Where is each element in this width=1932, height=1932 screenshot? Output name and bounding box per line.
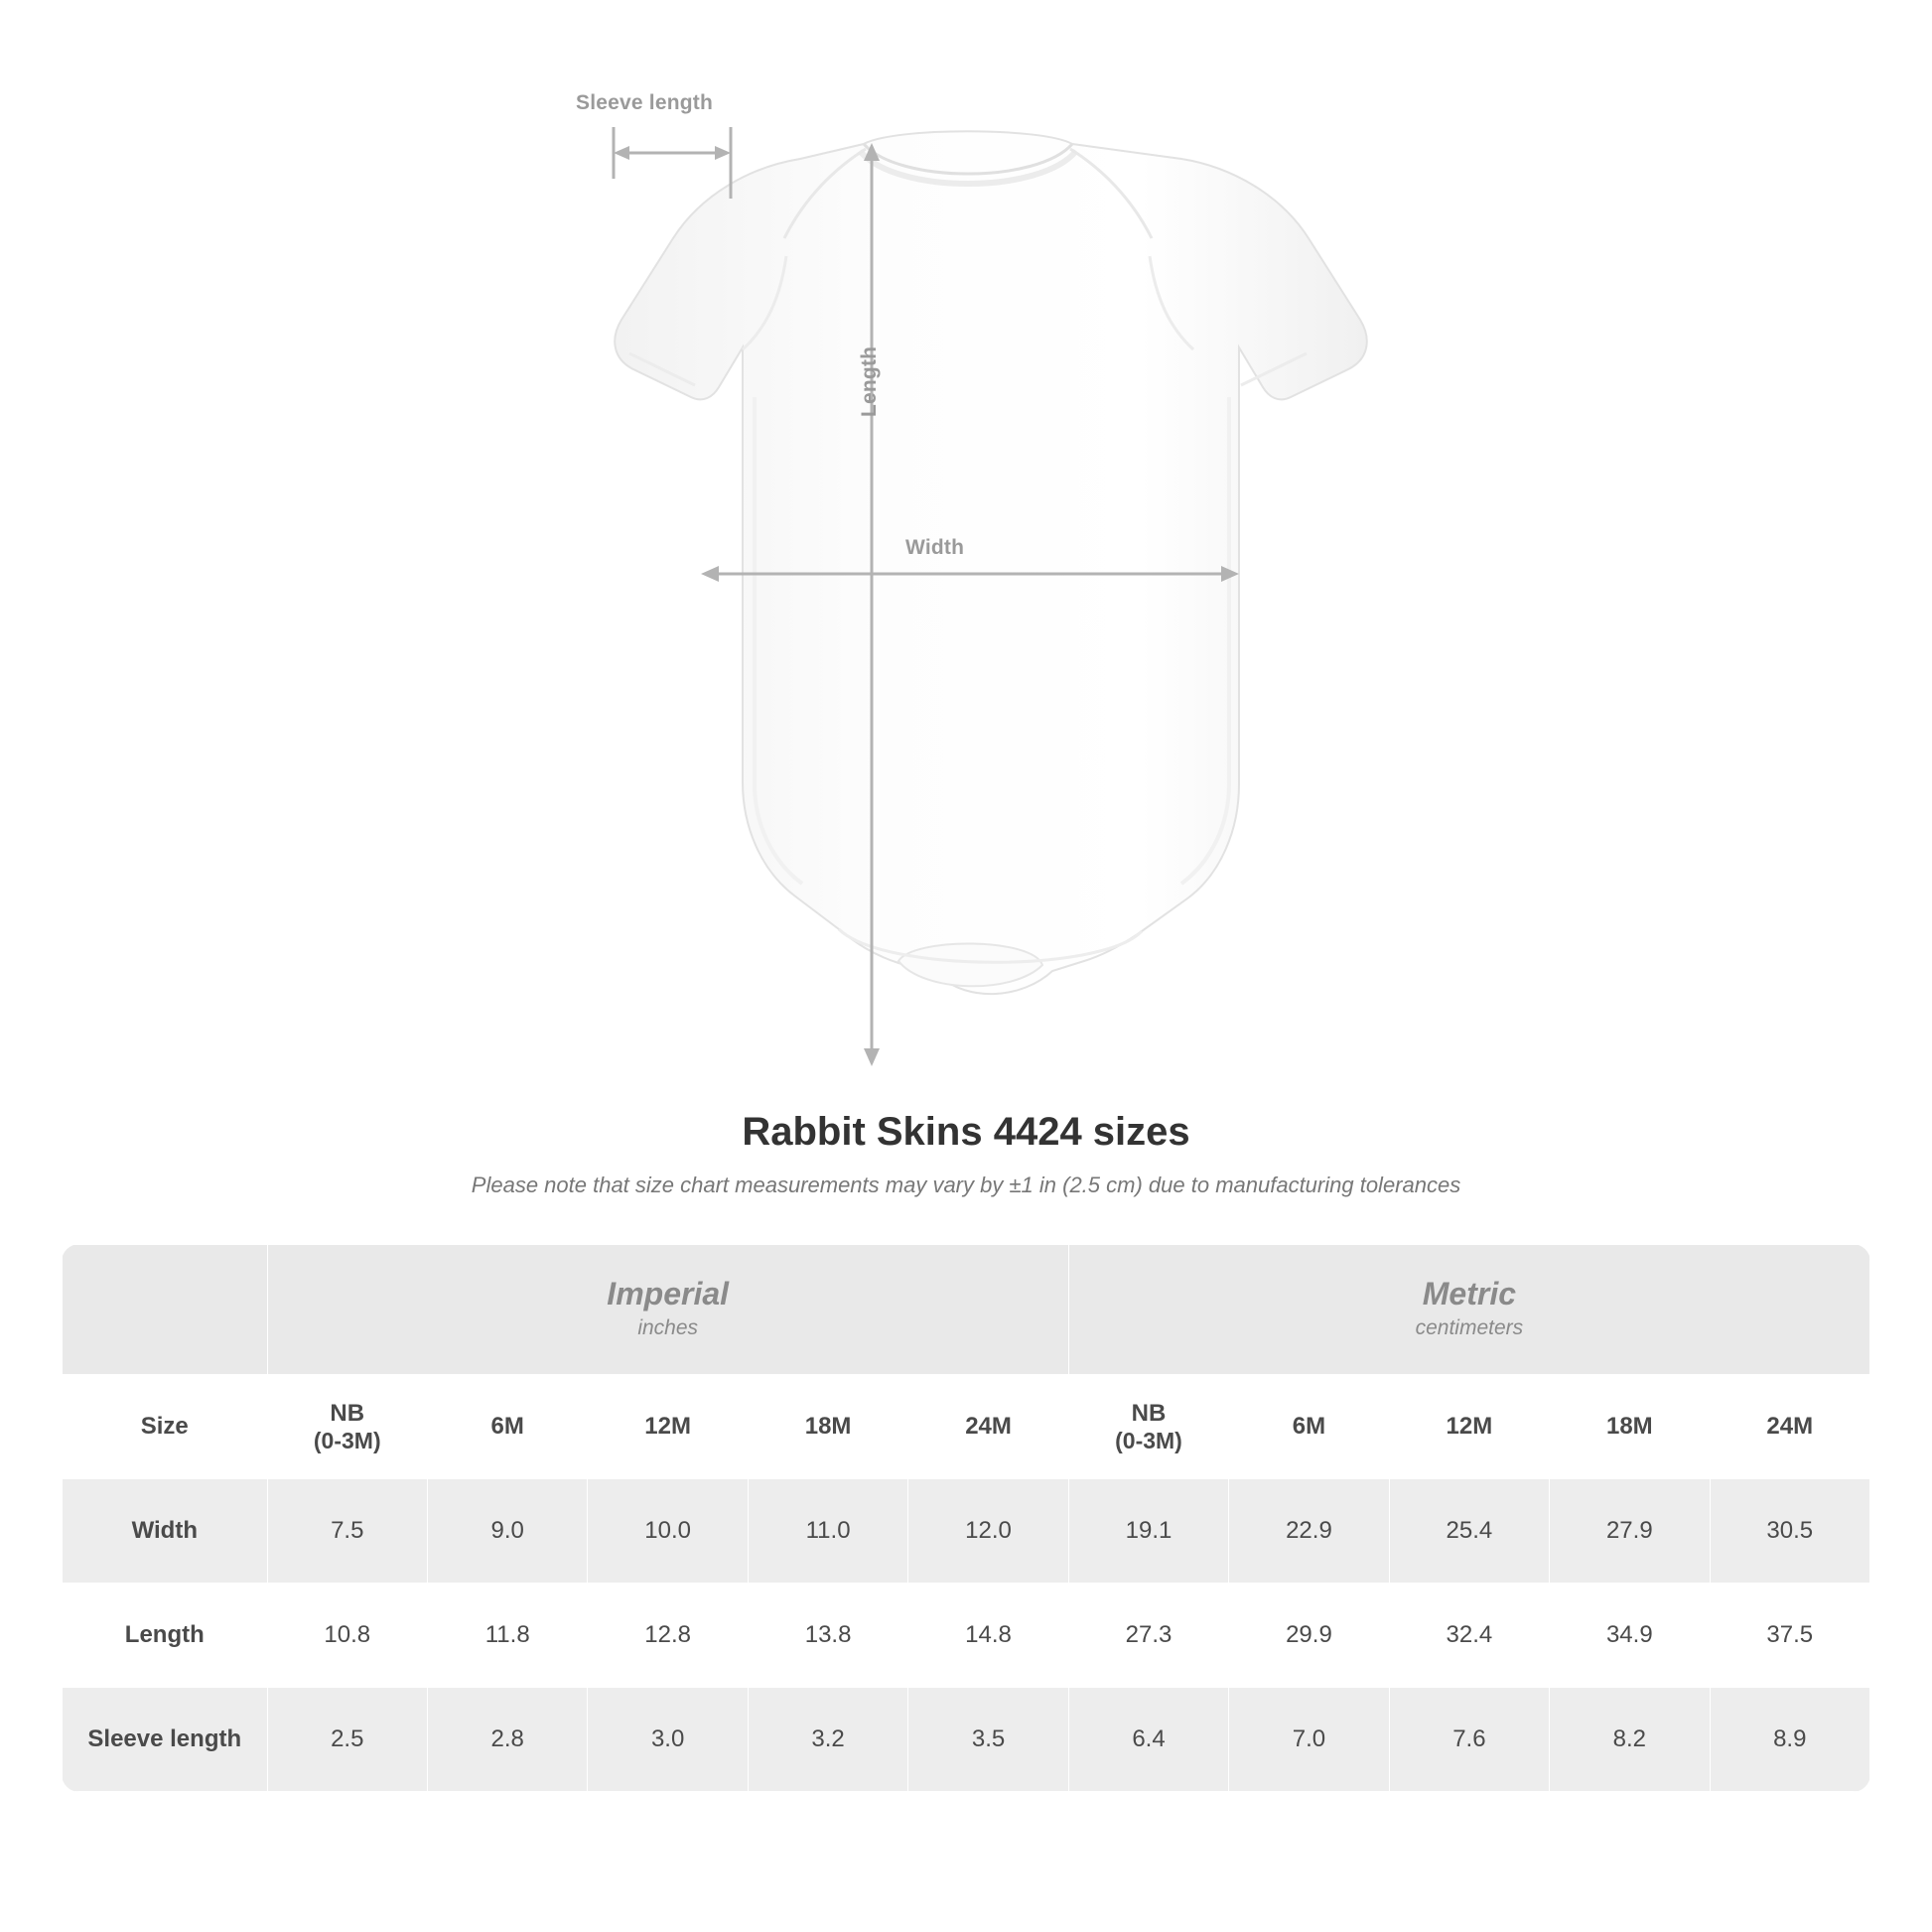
row-header-size: Size (63, 1375, 268, 1479)
column-header-nb-metric (1068, 1375, 1228, 1479)
cell-sleeve-24m-in: 3.5 (908, 1688, 1068, 1792)
system-header-spacer (63, 1245, 268, 1375)
column-header-6m-imperial: 6M (427, 1375, 587, 1479)
column-header-18m-metric: 18M (1550, 1375, 1710, 1479)
column-header-row (63, 1375, 1870, 1479)
size-table-wrapper (62, 1244, 1870, 1792)
cell-length-24m-cm: 37.5 (1710, 1584, 1869, 1688)
sleeve-length-label: Sleeve length (576, 91, 713, 114)
title-block (0, 1110, 1932, 1198)
system-header-row (63, 1245, 1870, 1375)
cell-width-24m-cm: 30.5 (1710, 1479, 1869, 1584)
column-header-12m-imperial: 12M (588, 1375, 748, 1479)
row-label-sleeve-length: Sleeve length (63, 1688, 268, 1792)
column-header-nb-imperial (267, 1375, 427, 1479)
table-row (63, 1584, 1870, 1688)
column-label: NB (1131, 1399, 1167, 1427)
cell-length-18m-cm: 34.9 (1550, 1584, 1710, 1688)
cell-width-18m-in: 11.0 (748, 1479, 907, 1584)
cell-length-18m-in: 13.8 (748, 1584, 907, 1688)
system-header-imperial (267, 1245, 1068, 1375)
column-header-12m-metric: 12M (1389, 1375, 1549, 1479)
column-header-24m-metric: 24M (1710, 1375, 1869, 1479)
table-row (63, 1479, 1870, 1584)
table-row (63, 1688, 1870, 1792)
cell-sleeve-6m-in: 2.8 (427, 1688, 587, 1792)
row-label-width: Width (63, 1479, 268, 1584)
width-label: Width (905, 536, 965, 559)
page-title: Rabbit Skins 4424 sizes (742, 1110, 1190, 1154)
length-label: Length (858, 345, 881, 417)
column-label: NB (330, 1399, 365, 1427)
cell-length-6m-cm: 29.9 (1229, 1584, 1389, 1688)
cell-length-6m-in: 11.8 (427, 1584, 587, 1688)
column-header-6m-metric: 6M (1229, 1375, 1389, 1479)
system-unit-imperial: inches (637, 1315, 699, 1339)
cell-width-18m-cm: 27.9 (1550, 1479, 1710, 1584)
cell-length-nb-in: 10.8 (267, 1584, 427, 1688)
cell-sleeve-12m-in: 3.0 (588, 1688, 748, 1792)
cell-length-12m-in: 12.8 (588, 1584, 748, 1688)
cell-sleeve-12m-cm: 7.6 (1389, 1688, 1549, 1792)
cell-sleeve-18m-in: 3.2 (748, 1688, 907, 1792)
cell-width-6m-cm: 22.9 (1229, 1479, 1389, 1584)
cell-length-12m-cm: 32.4 (1389, 1584, 1549, 1688)
system-header-metric (1068, 1245, 1869, 1375)
column-header-24m-imperial: 24M (908, 1375, 1068, 1479)
cell-width-12m-cm: 25.4 (1389, 1479, 1549, 1584)
system-unit-metric: centimeters (1415, 1315, 1524, 1339)
cell-width-6m-in: 9.0 (427, 1479, 587, 1584)
cell-width-nb-in: 7.5 (267, 1479, 427, 1584)
column-sublabel: (0-3M) (1115, 1427, 1182, 1453)
cell-sleeve-nb-in: 2.5 (267, 1688, 427, 1792)
cell-sleeve-24m-cm: 8.9 (1710, 1688, 1869, 1792)
system-name-metric: Metric (1422, 1275, 1517, 1311)
cell-length-nb-cm: 27.3 (1068, 1584, 1228, 1688)
cell-sleeve-nb-cm: 6.4 (1068, 1688, 1228, 1792)
cell-sleeve-6m-cm: 7.0 (1229, 1688, 1389, 1792)
row-label-length: Length (63, 1584, 268, 1688)
cell-width-24m-in: 12.0 (908, 1479, 1068, 1584)
column-header-18m-imperial: 18M (748, 1375, 907, 1479)
cell-sleeve-18m-cm: 8.2 (1550, 1688, 1710, 1792)
size-table (62, 1244, 1870, 1792)
cell-length-24m-in: 14.8 (908, 1584, 1068, 1688)
column-sublabel: (0-3M) (313, 1427, 381, 1453)
cell-width-nb-cm: 19.1 (1068, 1479, 1228, 1584)
system-name-imperial: Imperial (607, 1275, 730, 1311)
cell-width-12m-in: 10.0 (588, 1479, 748, 1584)
tolerance-note: Please note that size chart measurements may vary by ±1 in (2.5 cm) due to manufacturing tolerances (471, 1173, 1461, 1197)
